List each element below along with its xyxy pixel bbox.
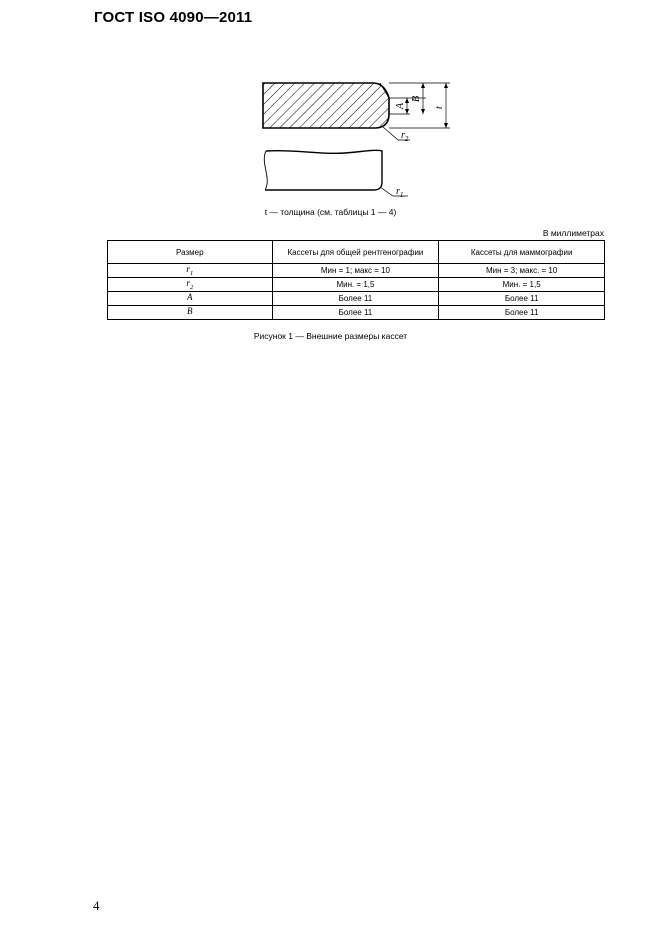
general-value: Мин = 1; макс = 10 xyxy=(272,264,439,278)
column-header: Размер xyxy=(108,241,273,264)
dimension-symbol: A xyxy=(108,292,273,306)
radius-label-r1-sub: 1 xyxy=(399,191,404,199)
table-row xyxy=(108,264,605,278)
cassette-break-line xyxy=(264,151,267,190)
dimension-label-t: t xyxy=(434,106,445,109)
mammo-value: Мин. = 1,5 xyxy=(439,278,605,292)
leader-r1 xyxy=(380,187,408,196)
general-value: Мин. = 1,5 xyxy=(272,278,439,292)
column-header: Кассеты для маммографии xyxy=(439,241,605,264)
table-row xyxy=(108,306,605,320)
general-value: Более 11 xyxy=(272,292,439,306)
dimension-symbol: $r_2$ xyxy=(108,278,273,292)
figure-legend: t — толщина (см. таблицы 1 — 4) xyxy=(264,207,397,217)
table-row xyxy=(108,292,605,306)
table-row xyxy=(108,278,605,292)
table-header-row xyxy=(108,241,605,264)
document-header: ГОСТ ISO 4090—2011 xyxy=(94,9,253,26)
units-note: В миллиметрах xyxy=(542,228,604,238)
dimension-symbol: $r_1$ xyxy=(108,264,273,278)
figure-caption: Рисунок 1 — Внешние размеры кассет xyxy=(253,331,408,341)
cassette-side-view xyxy=(265,150,382,190)
dimension-label-a: A xyxy=(395,102,406,109)
svg-text:r2 xyxy=(401,130,409,143)
column-header: Кассеты для общей рентгенографии xyxy=(272,241,439,264)
dimension-symbol: B xyxy=(108,306,273,320)
radius-label-r2: r xyxy=(401,130,405,141)
mammo-value: Более 11 xyxy=(439,306,605,320)
radius-label-r1: r xyxy=(396,186,400,197)
cassette-dimension-drawing xyxy=(250,78,470,203)
mammo-value: Мин = 3; макс. = 10 xyxy=(439,264,605,278)
general-value: Более 11 xyxy=(272,306,439,320)
mammo-value: Более 11 xyxy=(439,292,605,306)
dimensions-table xyxy=(107,240,605,320)
dimension-arrows xyxy=(405,83,448,128)
svg-text:r1 xyxy=(396,186,403,199)
dimension-label-b: B xyxy=(411,95,422,102)
radius-label-r2-sub: 2 xyxy=(404,135,409,143)
page-number: 4 xyxy=(93,898,100,913)
